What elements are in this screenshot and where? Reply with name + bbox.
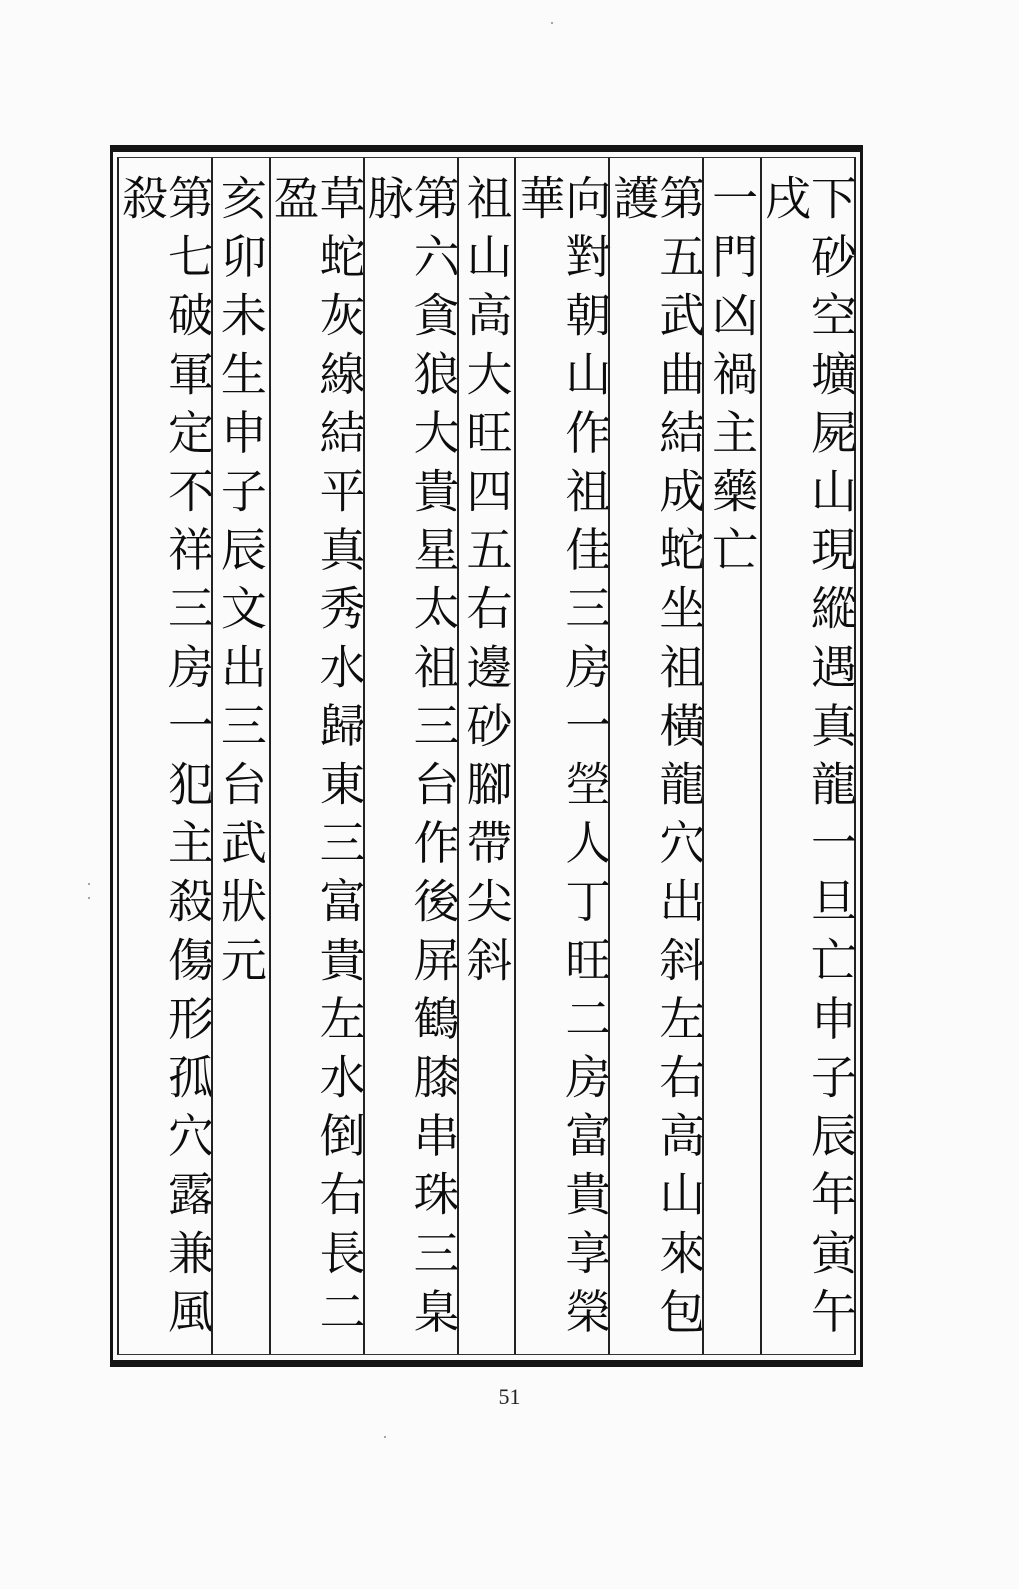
page-number: 51: [498, 1384, 521, 1409]
text-column-6: [360, 158, 461, 1354]
text-column-8: [211, 158, 269, 1354]
text-frame: [110, 145, 863, 1367]
column-text: 草蛇灰線結平真秀水歸東三富貴左水倒右長二盈: [266, 174, 367, 1346]
scan-speck: [384, 1436, 386, 1438]
text-column-5: [457, 158, 515, 1354]
column-text: 下砂空壙屍山現縱遇真龍一旦亡申子辰年寅午戌: [758, 174, 858, 1346]
column-container: [114, 157, 858, 1355]
text-column-2: [702, 158, 760, 1354]
text-column-9: [114, 158, 215, 1354]
column-text: 亥卯未生申子辰文出三台武狀元: [213, 174, 268, 995]
scan-speck: [551, 22, 553, 24]
text-column-1: [758, 158, 858, 1354]
column-text: 第五武曲結成蛇坐祖橫龍穴出斜左右高山來包護: [606, 174, 707, 1346]
column-text: 一門凶禍主藥亡: [705, 174, 760, 585]
column-text: 祖山高大旺四五右邊砂腳帶尖斜: [459, 174, 514, 995]
scan-speck: [88, 897, 90, 899]
scan-speck: [88, 883, 90, 885]
column-text: 向對朝山作祖佳三房一塋人丁旺二房富貴享榮華: [512, 174, 613, 1346]
text-column-4: [512, 158, 613, 1354]
column-text: 第七破軍定不祥三房一犯主殺傷形孤穴露兼風殺: [114, 174, 215, 1346]
column-text: 第六貪狼大貴星太祖三台作後屏鶴膝串珠三臬脉: [360, 174, 461, 1346]
text-column-7: [266, 158, 367, 1354]
text-column-3: [606, 158, 707, 1354]
